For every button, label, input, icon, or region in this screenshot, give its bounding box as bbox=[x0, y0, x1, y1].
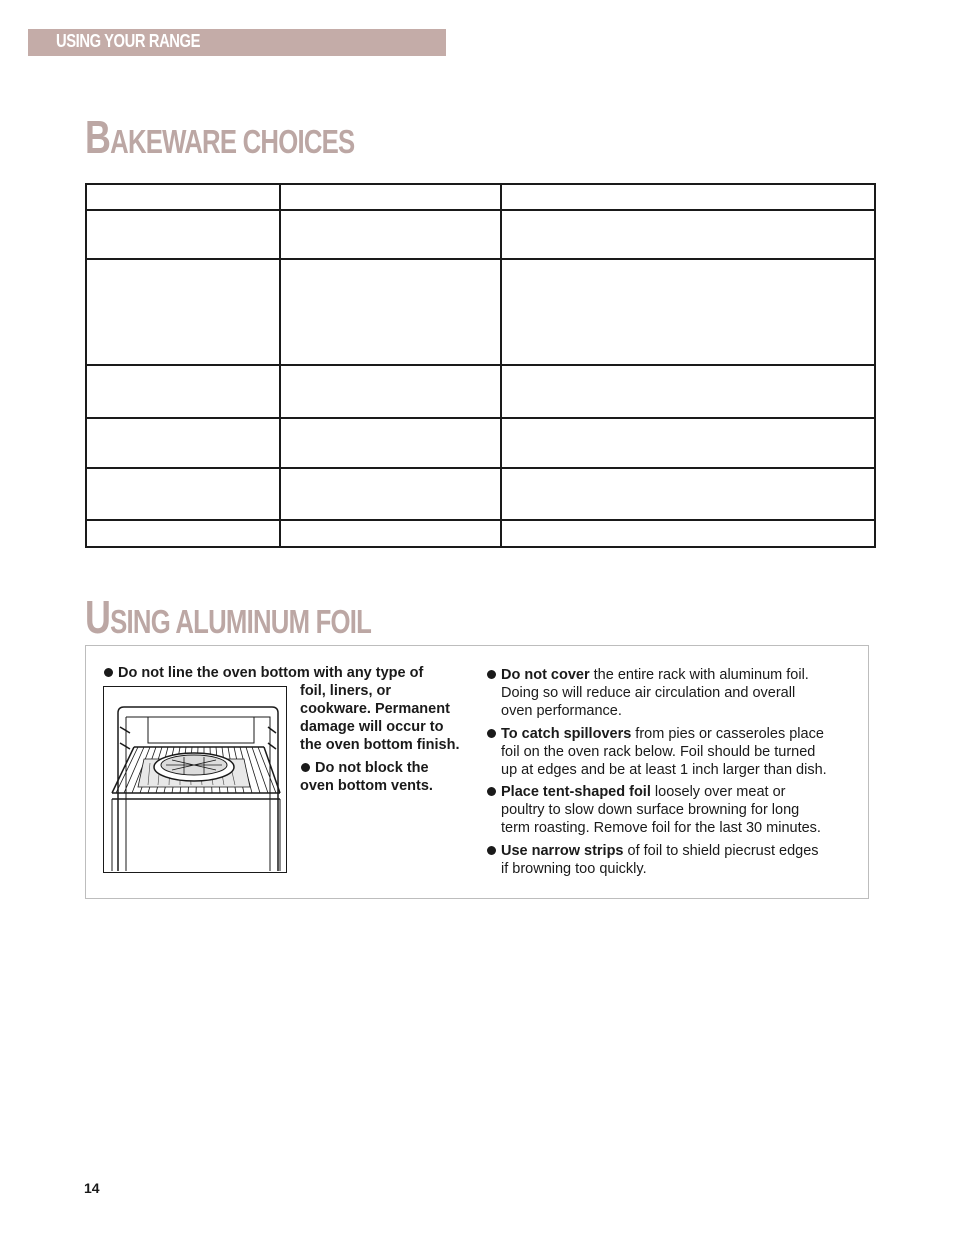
bullet-icon bbox=[104, 668, 113, 677]
table-row bbox=[86, 365, 875, 418]
section-header-bar bbox=[28, 29, 446, 56]
table-cell bbox=[501, 468, 875, 520]
table-cell bbox=[501, 418, 875, 468]
table-cell bbox=[280, 184, 501, 210]
bullet-icon bbox=[487, 670, 496, 679]
tent-foil-line3: term roasting. Remove foil for the last 30 minutes. bbox=[501, 820, 821, 836]
table-row bbox=[86, 210, 875, 259]
table-row bbox=[86, 468, 875, 520]
bakeware-title: BAKEWARE CHOICES bbox=[85, 111, 355, 163]
table-cell bbox=[280, 468, 501, 520]
spillovers-line3: up at edges and be at least 1 inch larger than dish. bbox=[501, 762, 827, 778]
foil-title: USING ALUMINUM FOIL bbox=[85, 591, 372, 643]
table-cell bbox=[280, 520, 501, 547]
foil-warning-line1: Do not line the oven bottom with any type of bbox=[118, 665, 424, 681]
table-cell bbox=[86, 259, 280, 365]
table-cell bbox=[280, 210, 501, 259]
vents-warning-line1: Do not block the bbox=[315, 760, 429, 776]
table-cell bbox=[501, 365, 875, 418]
table-cell bbox=[86, 520, 280, 547]
foil-warning-line3: cookware. Permanent bbox=[300, 701, 450, 717]
table-cell bbox=[280, 418, 501, 468]
bullet-icon bbox=[487, 729, 496, 738]
table-cell bbox=[501, 184, 875, 210]
table-cell bbox=[86, 210, 280, 259]
table-cell bbox=[86, 184, 280, 210]
vents-warning-line2: oven bottom vents. bbox=[300, 778, 433, 794]
table-cell bbox=[280, 365, 501, 418]
oven-rack-icon bbox=[104, 687, 285, 871]
narrow-strips-line2: if browning too quickly. bbox=[501, 861, 647, 877]
table-row bbox=[86, 259, 875, 365]
table-row bbox=[86, 418, 875, 468]
table-cell bbox=[501, 259, 875, 365]
table-cell bbox=[86, 468, 280, 520]
table-cell bbox=[86, 365, 280, 418]
spillovers-line2: foil on the oven rack below. Foil should be turned bbox=[501, 744, 816, 760]
narrow-strips-tip: Use narrow strips of foil to shield piecrust edges bbox=[501, 843, 819, 859]
bullet-icon bbox=[487, 846, 496, 855]
bullet-icon bbox=[301, 763, 310, 772]
table-cell bbox=[280, 259, 501, 365]
bullet-icon bbox=[487, 787, 496, 796]
table-cell bbox=[501, 520, 875, 547]
table-cell bbox=[86, 418, 280, 468]
oven-rack-illustration bbox=[103, 686, 287, 873]
table-row bbox=[86, 184, 875, 210]
do-not-cover-line2: Doing so will reduce air circulation and overall bbox=[501, 685, 796, 701]
page-number: 14 bbox=[84, 1180, 100, 1196]
tent-foil-line2: poultry to slow down surface browning for long bbox=[501, 802, 800, 818]
foil-warning-line2: foil, liners, or bbox=[300, 683, 392, 699]
section-header-label: USING YOUR RANGE bbox=[56, 31, 201, 51]
tent-foil-tip: Place tent-shaped foil loosely over meat or bbox=[501, 784, 786, 800]
bakeware-table bbox=[85, 183, 876, 548]
table-row bbox=[86, 520, 875, 547]
table-cell bbox=[501, 210, 875, 259]
foil-warning-line5: the oven bottom finish. bbox=[300, 737, 460, 753]
foil-warning-line4: damage will occur to bbox=[300, 719, 444, 735]
spillovers-tip: To catch spillovers from pies or casseroles place bbox=[501, 726, 824, 742]
do-not-cover-tip: Do not cover the entire rack with aluminum foil. bbox=[501, 667, 809, 683]
do-not-cover-line3: oven performance. bbox=[501, 703, 622, 719]
